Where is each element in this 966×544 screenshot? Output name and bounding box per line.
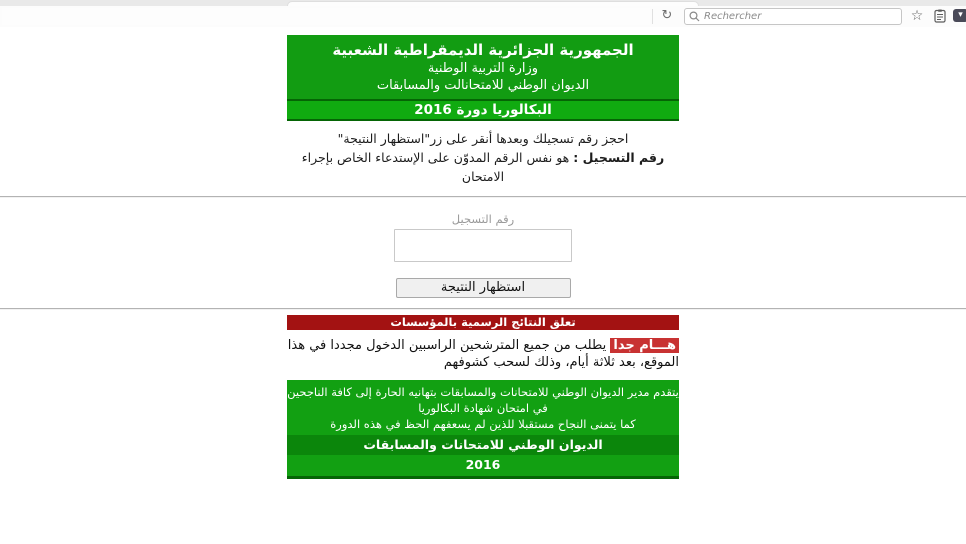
congrats-block (287, 380, 679, 479)
office-signature: الديوان الوطني للامتحانات والمسابقات (287, 435, 679, 455)
clipboard-icon[interactable] (931, 7, 949, 25)
show-result-button[interactable]: استظهار النتيجة (396, 278, 571, 298)
office-title: الديوان الوطني للامتحانالت والمسابقات (376, 78, 590, 93)
result-form (0, 212, 966, 298)
results-posted-banner: تعلق النتائج الرسمية بالمؤسسات (287, 315, 679, 330)
page-content (0, 35, 966, 479)
registration-definition: هو نفس الرقم المدوّن على الإستدعاء الخاص بإجراء الامتحان (301, 150, 574, 184)
toolbar-separator (652, 9, 653, 24)
reload-icon[interactable]: ↻ (661, 8, 673, 23)
important-text: يطلب من جميع المترشحين الراسبين الدخول مجددا في هذا الموقع، بعد ثلاثة أيام، وذلك لسحب كشوفهم (287, 338, 679, 370)
divider-top (0, 196, 966, 198)
instruction-line-1: احجز رقم تسجيلك وبعدها أنقر على زر"استظهار النتيجة" (337, 131, 629, 146)
search-input[interactable] (700, 11, 897, 22)
instruction-line-2 (287, 148, 679, 186)
url-bar[interactable] (2, 8, 650, 25)
pocket-icon[interactable]: ▾ (953, 9, 966, 22)
important-highlight: هـــام جدا (610, 338, 679, 353)
registration-term: رقم التسجيل : (573, 150, 665, 165)
congrats-line-1: يتقدم مدير الديوان الوطني للامتحانات والمسابقات بتهانيه الحارة إلى كافة الناجحين في امتحان شهادة البكالوريا (287, 385, 679, 415)
bookmark-star-icon[interactable]: ☆ (910, 8, 924, 24)
republic-title: الجمهورية الجزائرية الديمقراطية الشعبية (332, 41, 634, 59)
instructions (287, 129, 679, 186)
search-box[interactable] (684, 8, 902, 25)
registration-input[interactable] (394, 229, 572, 262)
divider-bottom (0, 308, 966, 310)
registration-label: رقم التسجيل (451, 212, 515, 226)
ministry-title: وزارة التربية الوطنية (427, 61, 539, 76)
browser-chrome (0, 0, 966, 27)
browser-toolbar (0, 6, 966, 27)
important-notice (287, 337, 679, 371)
clipboard-glyph-icon (934, 9, 946, 23)
site-header (287, 35, 679, 99)
signature-year: 2016 (465, 457, 501, 472)
search-icon (689, 11, 700, 22)
congrats-line-2: كما يتمنى النجاح مستقبلا للذين لم يسعفهم الحظ في هذه الدورة (330, 417, 636, 431)
session-title: البكالوريا دورة 2016 (287, 99, 679, 121)
